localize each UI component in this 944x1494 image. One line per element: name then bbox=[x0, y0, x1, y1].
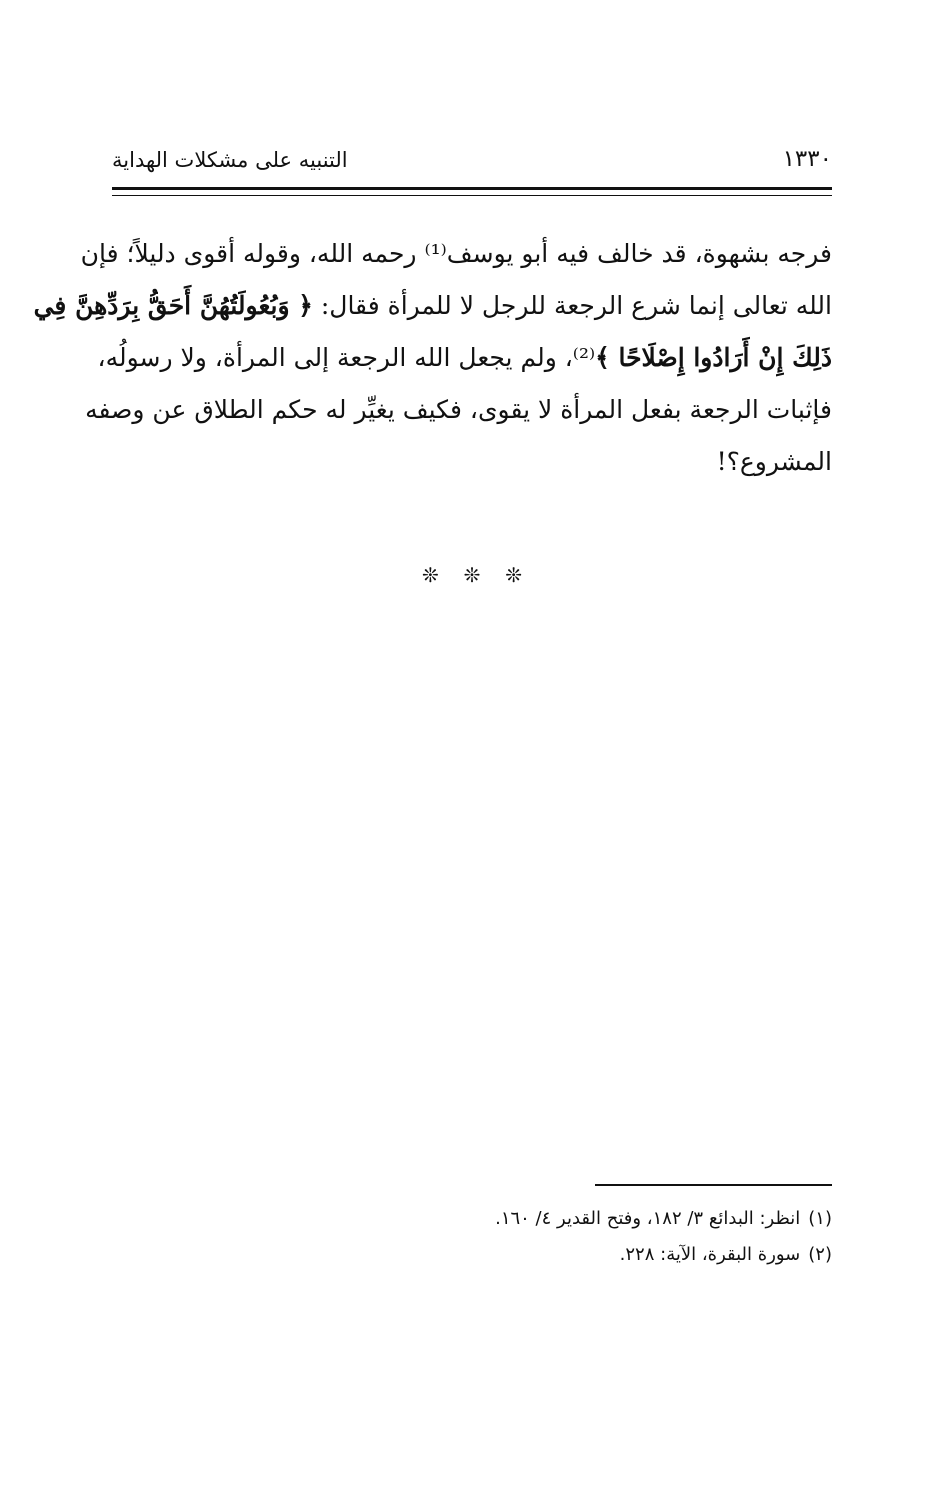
text-line-4-text: فإثبات الرجعة بفعل المرأة لا يقوى، فكيف يغيِّر له حكم الطلاق عن وصفه bbox=[85, 395, 832, 424]
asterism-icon: ❊ bbox=[463, 563, 481, 587]
text-line-5 bbox=[112, 440, 832, 492]
text-line-2-text: الله تعالى إنما شرع الرجعة للرجل لا للمرأة فقال: bbox=[312, 291, 832, 320]
text-line-4 bbox=[85, 388, 832, 440]
footnotes bbox=[330, 1204, 832, 1276]
footnote-2-number: (٢) bbox=[808, 1244, 832, 1265]
footnote-2 bbox=[330, 1240, 832, 1276]
asterism-icon: ❊ bbox=[505, 563, 522, 587]
footnote-2-text: سورة البقرة، الآية: ٢٢٨. bbox=[619, 1244, 801, 1265]
quran-verse-part-2: ذَلِكَ إِنْ أَرَادُوا إِصْلَاحًا ﴾ bbox=[595, 343, 832, 372]
text-line-2 bbox=[33, 284, 832, 336]
footnote-1-number: (١) bbox=[808, 1208, 832, 1229]
asterism-icon: ❊ bbox=[422, 563, 439, 587]
header-rule-thick bbox=[112, 187, 832, 190]
text-line-3 bbox=[97, 336, 832, 388]
body-text bbox=[33, 232, 832, 492]
text-line-3-text: ⁽²⁾، ولم يجعل الله الرجعة إلى المرأة، ولا رسولُه، bbox=[97, 343, 596, 372]
header-rule-thin bbox=[112, 195, 832, 196]
running-title: التنبيه على مشكلات الهداية bbox=[112, 148, 348, 172]
text-line-1 bbox=[80, 232, 832, 284]
footnote-1 bbox=[330, 1204, 832, 1240]
text-line-1-text: فرجه بشهوة، قد خالف فيه أبو يوسف⁽¹⁾ رحمه الله، وقوله أقوى دليلاً؛ فإن bbox=[80, 239, 832, 268]
footnote-rule bbox=[595, 1184, 832, 1186]
footnote-1-text: انظر: البدائع ٣/ ١٨٢، وفتح القدير ٤/ ١٦٠. bbox=[495, 1208, 801, 1229]
page-header bbox=[112, 144, 832, 176]
text-line-5-text: المشروع؟! bbox=[716, 447, 832, 476]
page-number: ١٣٣٠ bbox=[782, 146, 832, 172]
section-separator bbox=[422, 563, 522, 587]
quran-verse-part-1: ﴿ وَبُعُولَتُهُنَّ أَحَقُّ بِرَدِّهِنَّ فِي bbox=[33, 291, 313, 320]
